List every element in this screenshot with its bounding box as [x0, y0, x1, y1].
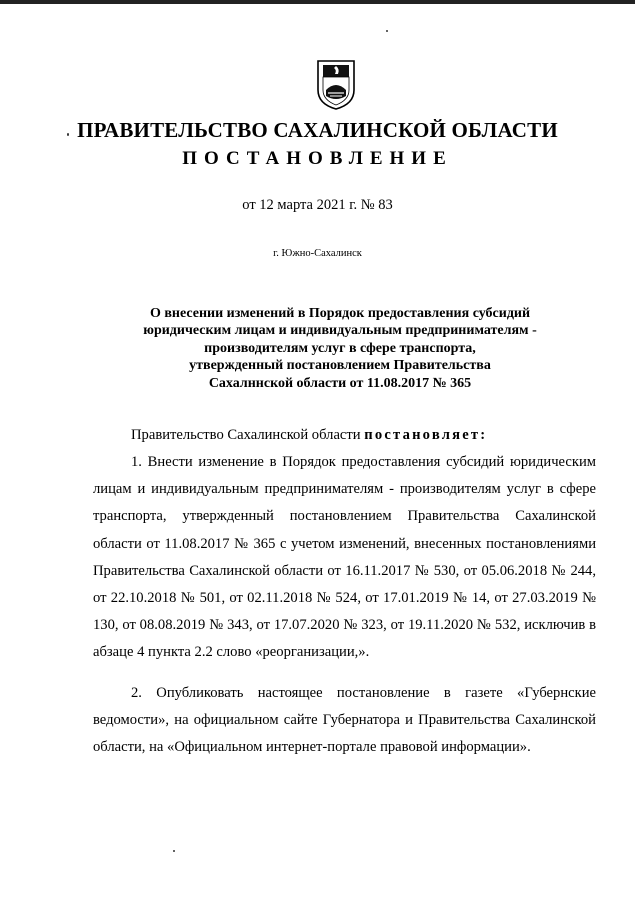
document-type: ПОСТАНОВЛЕНИЕ — [182, 148, 453, 169]
document-date-number: от 12 марта 2021 г. № 83 — [242, 197, 393, 213]
scan-top-edge — [0, 0, 635, 4]
intro-keyword: постановляет: — [364, 427, 488, 443]
resolution-item-1: 1. Внести изменение в Порядок предоставления субсидий юридическим лицам и индивидуальным предпринимателям - производителям услуг в сфере транспорта, утвержденный постановлением Правительства Сахалинской области от 11.08.2017 № 365 с учетом изменений, внесенных постановлениями Правительства Сахалинской области от 16.11.2017 № 530, от 05.06.2018 № 244, от 22.10.2018 № 501, от 02.11.2018 № 524, от 17.01.2019 № 14, от 27.03.2019 № 130, от 08.08.2019 № 343, от 17.07.2020 № 323, от 19.11.2020 № 532, исключив в абзаце 4 пункта 2.2 слово «реорганизации,». — [93, 454, 596, 661]
title-line: утвержденный постановлением Правительства — [189, 358, 491, 374]
document-title — [70, 305, 610, 392]
organization-name: ПРАВИТЕЛЬСТВО САХАЛИНСКОЙ ОБЛАСТИ — [77, 118, 558, 142]
title-line: Сахалннской области от 11.08.2017 № 365 — [208, 375, 472, 391]
scan-speck — [173, 850, 175, 852]
title-line: юридическим лицам и индивидуальным предпринимателям - — [143, 323, 537, 339]
resolution-item-2: 2. Опубликовать настоящее постановление в газете «Губернские ведомости», на официальном сайте Губернатора и Правительства Сахалинской области, на «Официальном интернет-портале правовой информации». — [93, 684, 596, 756]
scan-speck — [67, 133, 69, 136]
title-line: О внесении изменений в Порядок предоставления субсидий — [149, 306, 531, 321]
coat-of-arms-icon — [316, 60, 356, 110]
scan-speck — [386, 30, 388, 32]
document-city: г. Южно-Сахалинск — [273, 248, 362, 259]
title-line: производителям услуг в сфере транспорта, — [204, 340, 476, 356]
resolution-intro — [93, 424, 596, 446]
intro-text: Правительство Сахалинской области — [131, 427, 365, 443]
document-body — [93, 424, 596, 761]
